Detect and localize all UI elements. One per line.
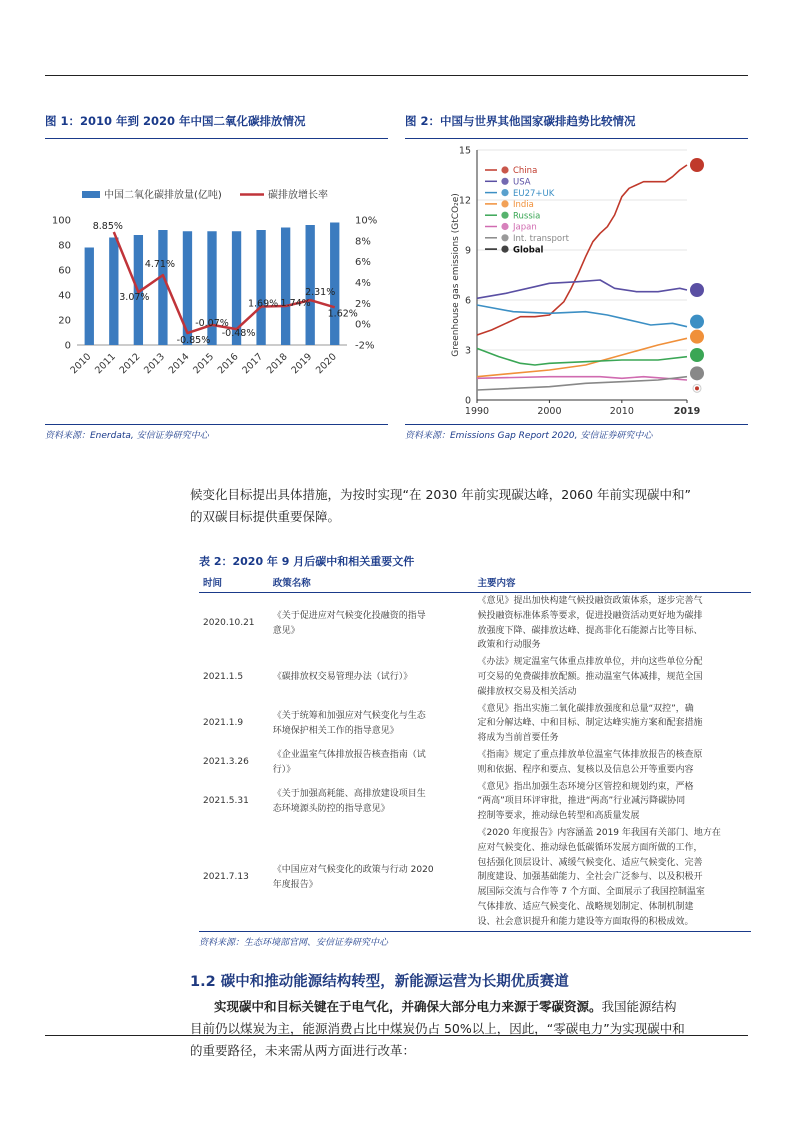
fig1-bar bbox=[158, 230, 167, 345]
fig1-yright-tick: 10% bbox=[355, 215, 378, 227]
table2-row bbox=[199, 654, 751, 700]
fig1-growth-label: 2.31% bbox=[305, 287, 336, 299]
table2-cell-content: 《2020 年度报告》内容涵盖 2019 年我国有关部门、地方在 应对气候变化、推动绿色低碳循环发展方面所做的工作， 包括强化顶层设计、减缓气候变化、适应气候变化、完善 制度建设、加强基础能力、全社会广泛参与、以及积极开 展国际交流与合作等 7 个方面、全面展示了我国控制温室 气体排放、适应气候变化、战略规划制定、体制机制建 设、社会意识提升和能力建设等方面取得的积极成效。 bbox=[473, 825, 751, 931]
fig2-legend-label: Int. transport bbox=[513, 234, 569, 244]
fig1-x-tick: 2011 bbox=[93, 351, 118, 377]
fig1-source: 资料来源：Enerdata, 安信证券研究中心 bbox=[45, 431, 209, 441]
fig1-yright-tick: 0% bbox=[355, 319, 371, 331]
fig1-x-tick: 2020 bbox=[313, 351, 339, 377]
fig2-legend-label: China bbox=[513, 166, 538, 177]
table2-cell-name: 《中国应对气候变化的政策与行动 2020 年度报告》 bbox=[269, 825, 474, 931]
fig1-legend-line-label: 碳排放增长率 bbox=[268, 190, 328, 201]
table2-cell-name: 《关于统筹和加强应对气候变化与生态 环境保护相关工作的指导意见》 bbox=[272, 710, 426, 736]
table2-row bbox=[199, 747, 751, 779]
fig1-yright-tick: 4% bbox=[355, 278, 371, 289]
fig1-bar bbox=[109, 238, 118, 346]
table2 bbox=[199, 572, 751, 932]
fig2-y-tick: 15 bbox=[458, 145, 471, 157]
fig2-legend-flag-icon bbox=[501, 234, 508, 241]
fig1-growth-label: 3.07% bbox=[119, 292, 150, 304]
fig2-series-line bbox=[477, 305, 687, 327]
fig2-legend-flag-icon bbox=[501, 178, 508, 185]
table2-cell-content: 《指南》规定了重点排放单位温室气体排放报告的核查原 则和依据、程序和要点、复核以及信息公开等重要内容 bbox=[477, 749, 703, 775]
fig2-legend-label: Japan bbox=[513, 222, 537, 233]
fig2-series-line bbox=[477, 377, 687, 390]
fig2-legend-label: Russia bbox=[513, 211, 541, 222]
fig1-yright-tick: 6% bbox=[355, 257, 371, 269]
fig2-y-label: Greenhouse gas emissions (GtCO₂e) bbox=[451, 193, 461, 357]
fig1-growth-label: 1.69% bbox=[247, 298, 279, 310]
fig1-x-tick: 2017 bbox=[240, 351, 266, 377]
fig1-x-tick: 2018 bbox=[264, 351, 290, 377]
fig2-end-flag-icon bbox=[690, 366, 704, 380]
fig1-yleft-tick: 40 bbox=[58, 290, 71, 302]
section-line-2: 目前仍以煤炭为主，能源消费占比中煤炭仍占 50%以上，因此，“零碳电力”为实现碳中和 bbox=[190, 1021, 685, 1036]
fig2-end-flag-icon bbox=[690, 315, 704, 329]
table2-header-time: 时间 bbox=[199, 572, 269, 593]
fig2-y-tick: 3 bbox=[464, 345, 471, 357]
table2-header-content: 主要内容 bbox=[473, 572, 751, 593]
fig1-bar bbox=[306, 225, 315, 345]
fig1-x-tick: 2013 bbox=[142, 351, 168, 377]
table2-title: 表 2：2020 年 9 月后碳中和相关重要文件 bbox=[199, 555, 415, 568]
fig2-series-line bbox=[477, 338, 687, 376]
fig1-legend bbox=[82, 188, 328, 201]
fig2-y-tick: 12 bbox=[458, 195, 471, 207]
fig1-bar bbox=[256, 230, 265, 345]
section-line-3: 的重要路径，未来需从两方面进行改革： bbox=[190, 1043, 416, 1058]
table2-cell-time: 2021.5.31 bbox=[203, 796, 249, 807]
fig2-legend-label: USA bbox=[513, 177, 531, 188]
table2-cell-name: 《企业温室气体排放报告核查指南（试 行）》 bbox=[272, 749, 426, 775]
table2-cell-name: 《关于促进应对气候变化投融资的指导 意见》 bbox=[272, 610, 426, 636]
section-paragraph bbox=[190, 996, 755, 1062]
section-bold-lead: 实现碳中和目标关键在于电气化，并确保大部分电力来源于零碳资源。 bbox=[214, 999, 602, 1014]
fig1-growth-label: 1.62% bbox=[327, 308, 358, 320]
fig2-legend-flag-icon bbox=[501, 212, 508, 219]
table2-cell-time: 2021.1.5 bbox=[203, 671, 244, 682]
intro-line-2: 的双碳目标提供重要保障。 bbox=[190, 509, 341, 524]
section-heading: 1.2 碳中和推动能源结构转型，新能源运营为长期优质赛道 bbox=[190, 974, 569, 990]
table2-row bbox=[199, 593, 751, 655]
fig1-growth-label: -0.85% bbox=[176, 335, 211, 347]
fig1-yleft-tick: 20 bbox=[58, 315, 71, 327]
fig1-growth-label: -0.07% bbox=[195, 317, 229, 329]
table2-cell-time: 2020.10.21 bbox=[203, 618, 255, 629]
table2-cell-time: 2021.7.13 bbox=[199, 825, 269, 931]
fig1-x-tick: 2014 bbox=[166, 351, 192, 377]
table2-cell-name: 《关于加强高耗能、高排放建设项目生 态环境源头防控的指导意见》 bbox=[272, 788, 426, 814]
fig1-yright-tick: -2% bbox=[355, 340, 375, 352]
intro-line-1: 候变化目标提出具体措施，为按时实现“在 2030 年前实现碳达峰，2060 年前实现碳中和” bbox=[190, 487, 691, 502]
table2-cell-content: 《意见》指出加强生态环境分区管控和规划约束，严格 “两高”项目环评审批，推进“两高”行业减污降碳协同 控制等要求，推动绿色转型和高质量发展 bbox=[477, 781, 694, 822]
section-line-1 bbox=[190, 996, 755, 1018]
fig1-yright-tick: 2% bbox=[355, 298, 371, 310]
section-line-1-rest: 我国能源结构 bbox=[601, 999, 677, 1014]
fig2-legend-label: Global bbox=[513, 245, 544, 256]
fig1-yleft-tick: 100 bbox=[51, 215, 71, 227]
fig2-y-tick: 9 bbox=[464, 245, 471, 257]
fig2-legend-flag-icon bbox=[501, 246, 508, 253]
fig2-legend-flag-icon bbox=[501, 166, 508, 173]
fig2-x-tick: 1990 bbox=[464, 406, 490, 417]
fig1-source-rule bbox=[45, 424, 388, 425]
fig1-chart bbox=[42, 180, 392, 420]
fig1-growth-label: 8.85% bbox=[92, 220, 123, 232]
table2-cell-content: 《意见》提出加快构建气候投融资政策体系，逐步完善气 候投融资标准体系等要求，促进投融资活动更好地为碳排 放强度下降、碳排放达峰、提高非化石能源占比等目标、 政策和行动服务 bbox=[477, 596, 703, 651]
fig2-end-flag-dot-icon bbox=[695, 386, 699, 390]
fig1-growth-label: 4.71% bbox=[144, 259, 176, 271]
fig1-x-tick: 2019 bbox=[289, 351, 315, 377]
fig2-end-flag-icon bbox=[690, 283, 704, 297]
fig2-legend-flag-icon bbox=[501, 189, 508, 196]
fig2-series-line bbox=[477, 280, 687, 298]
fig2-end-flag-icon bbox=[690, 158, 704, 172]
fig1-bar bbox=[85, 248, 94, 346]
intro-paragraph bbox=[190, 484, 755, 528]
fig1-x-tick: 2012 bbox=[117, 351, 143, 377]
fig1-growth-label: -0.48% bbox=[221, 328, 256, 340]
fig1-yleft-tick: 80 bbox=[58, 240, 71, 252]
table2-row bbox=[199, 701, 751, 747]
fig2-series-line bbox=[477, 348, 687, 365]
fig2-chart bbox=[405, 142, 750, 422]
fig1-x-tick: 2010 bbox=[68, 351, 94, 377]
fig2-source: 资料来源：Emissions Gap Report 2020, 安信证券研究中心 bbox=[405, 431, 653, 441]
table2-row bbox=[199, 825, 751, 931]
fig1-legend-bar-label: 中国二氧化碳排放量(亿吨) bbox=[104, 190, 222, 201]
fig2-legend-label: India bbox=[513, 200, 534, 211]
fig1-yright-tick: 8% bbox=[355, 236, 371, 248]
fig1-yleft-tick: 0 bbox=[64, 340, 71, 352]
header-rule bbox=[45, 75, 748, 76]
table2-source: 资料来源：生态环境部官网、安信证券研究中心 bbox=[199, 938, 389, 948]
fig2-y-tick: 6 bbox=[464, 295, 471, 307]
fig1-title-rule bbox=[45, 138, 388, 139]
table2-cell-content: 《办法》规定温室气体重点排放单位，并向这些单位分配 可交易的免费碳排放配额。推动温室气体减排，规范全国 碳排放权交易及相关活动 bbox=[477, 657, 703, 697]
fig1-legend-bar-swatch bbox=[82, 191, 100, 198]
table2-row bbox=[199, 779, 751, 825]
table2-cell-time: 2021.1.9 bbox=[203, 718, 244, 729]
fig1-growth-label: 1.74% bbox=[280, 298, 311, 310]
table2-cell-time: 2021.3.26 bbox=[203, 757, 249, 768]
table2-cell-name: 《碳排放权交易管理办法（试行）》 bbox=[272, 671, 413, 682]
fig2-x-tick: 2010 bbox=[609, 406, 634, 417]
fig2-legend bbox=[485, 166, 570, 255]
fig1-x-tick: 2015 bbox=[191, 351, 217, 377]
table2-cell-content: 《意见》指出实施二氧化碳排放强度和总量“双控”，确 定和分解达峰、中和目标、制定达峰实施方案和配套措施 将成为当前首要任务 bbox=[477, 703, 703, 744]
fig2-x-tick: 2000 bbox=[537, 406, 562, 417]
table2-header-row bbox=[199, 572, 751, 593]
fig1-title: 图 1：2010 年到 2020 年中国二氧化碳排放情况 bbox=[45, 114, 306, 128]
fig1-bar bbox=[281, 228, 290, 346]
fig2-x-tick: 2019 bbox=[673, 406, 701, 417]
fig2-title: 图 2：中国与世界其他国家碳排趋势比较情况 bbox=[405, 114, 636, 128]
fig1-yleft-tick: 60 bbox=[58, 265, 71, 277]
fig2-legend-label: EU27+UK bbox=[513, 188, 555, 199]
fig2-title-rule bbox=[405, 138, 748, 139]
fig2-source-rule bbox=[405, 424, 748, 425]
fig2-legend-flag-icon bbox=[501, 223, 508, 230]
fig2-legend-flag-icon bbox=[501, 200, 508, 207]
fig1-bar bbox=[330, 223, 339, 346]
table2-header-name: 政策名称 bbox=[269, 572, 474, 593]
fig1-x-tick: 2016 bbox=[215, 351, 241, 377]
fig2-end-flag-icon bbox=[690, 348, 704, 362]
fig2-end-flag-icon bbox=[690, 330, 704, 344]
fig2-y-tick: 0 bbox=[464, 395, 471, 407]
